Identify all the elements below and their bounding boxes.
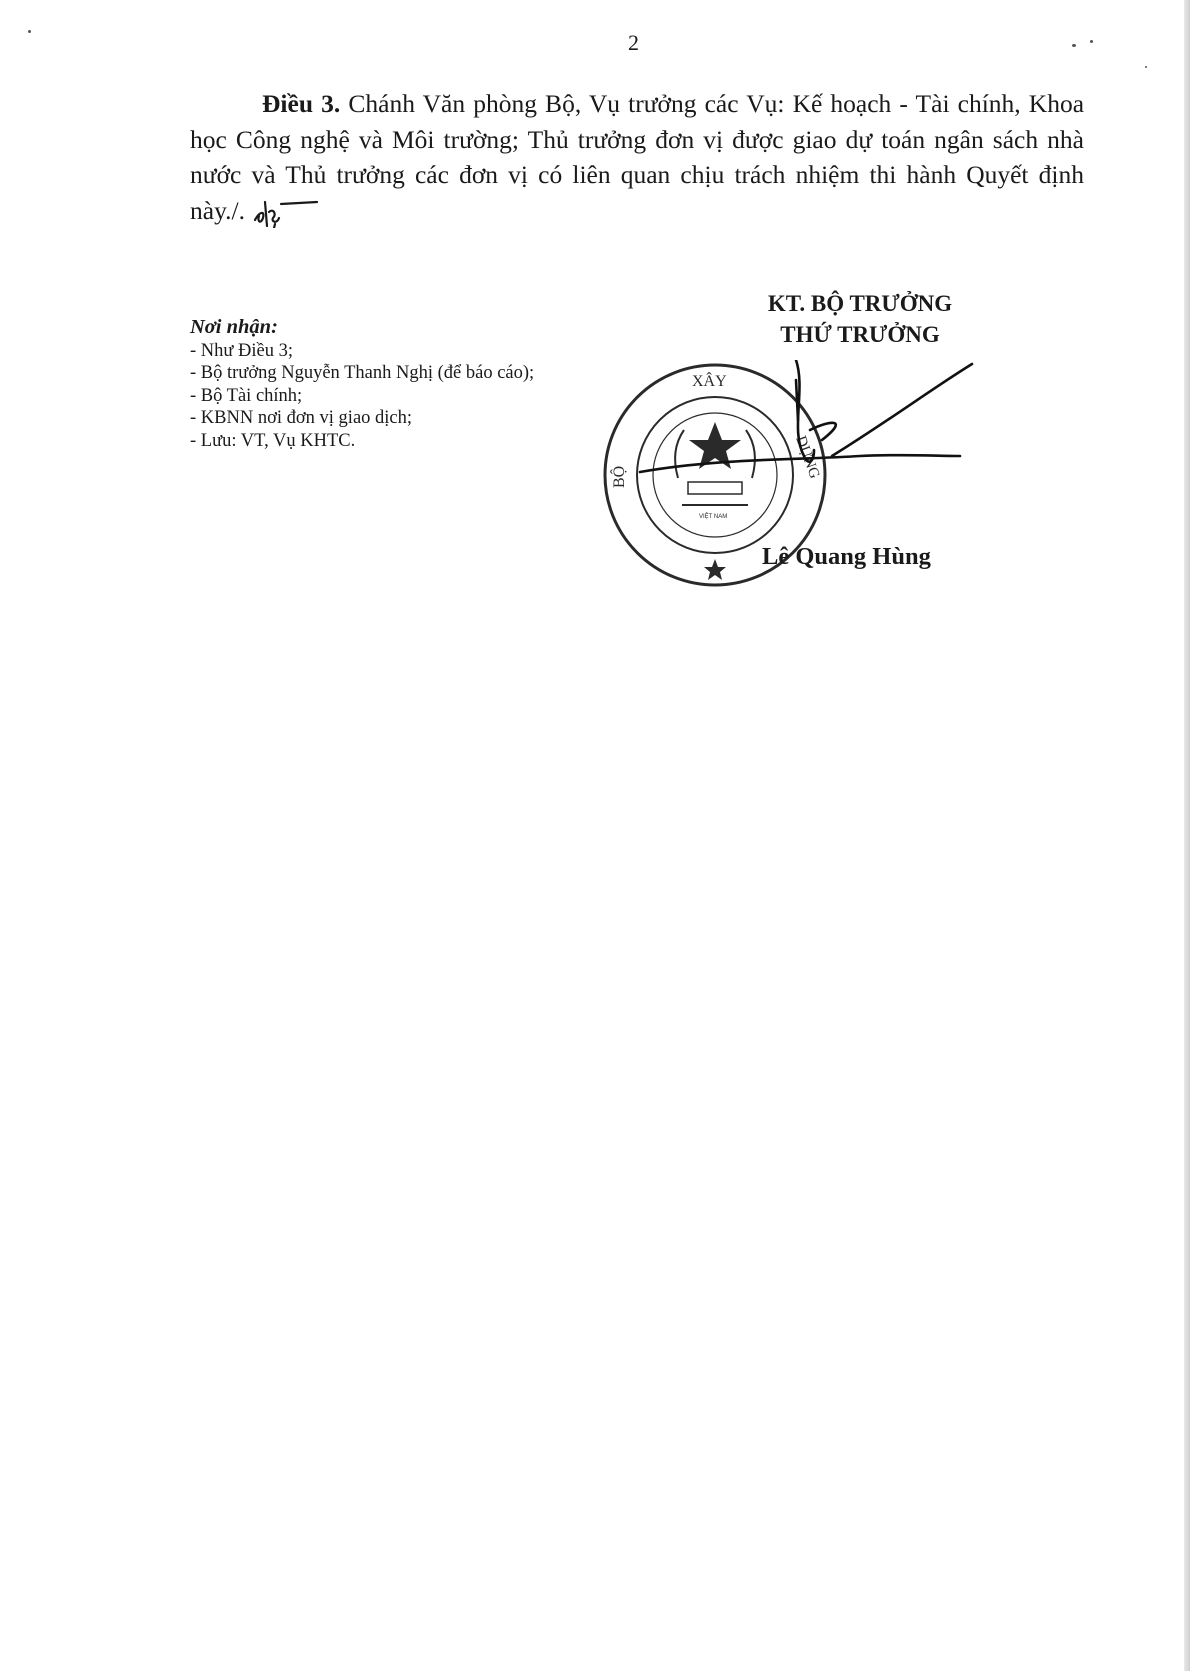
recipients-heading: Nơi nhận:: [190, 316, 278, 338]
initials-mark: [251, 198, 321, 228]
scan-speck: [28, 30, 31, 33]
scan-speck: [1072, 44, 1076, 47]
page-number: 2: [628, 30, 639, 55]
scan-speck: [1090, 40, 1093, 43]
article-text: Chánh Văn phòng Bộ, Vụ trưởng các Vụ: Kế hoạch - Tài chính, Khoa học Công nghệ và Môi trường; Thủ trưởng đơn vị được giao dự toán ngân sách nhà nước và Thủ trưởng các đơn vị có liên quan chịu trách nhiệm thi hành Quyết định này./.: [190, 89, 1085, 225]
scan-speck: [1145, 66, 1147, 68]
recipient-item: - Lưu: VT, Vụ KHTC.: [190, 430, 356, 451]
recipient-item: - KBNN nơi đơn vị giao dịch;: [190, 408, 413, 428]
seal-bottom-star-icon: [704, 559, 726, 580]
signature-line-1: KT. BỘ TRƯỞNG: [767, 291, 953, 316]
recipient-item: - Bộ Tài chính;: [190, 385, 303, 406]
signature-title: [700, 288, 1020, 350]
signature-line-2: THỨ TRƯỞNG: [780, 322, 940, 347]
seal-text-top: XÂY: [692, 373, 727, 390]
page-edge: [1184, 0, 1190, 1671]
signer-name: Lê Quang Hùng: [762, 543, 931, 570]
article-3: [190, 86, 1084, 228]
seal-text-right: DỰNG: [792, 433, 823, 481]
recipients-block: [190, 316, 630, 452]
recipient-item: - Bộ trưởng Nguyễn Thanh Nghị (để báo cáo);: [190, 363, 535, 383]
seal-text-inner: VIỆT NAM: [699, 514, 728, 520]
article-label: Điều 3.: [262, 89, 341, 118]
recipient-item: - Như Điều 3;: [190, 340, 294, 361]
seal-text-left: BỘ: [611, 465, 628, 488]
